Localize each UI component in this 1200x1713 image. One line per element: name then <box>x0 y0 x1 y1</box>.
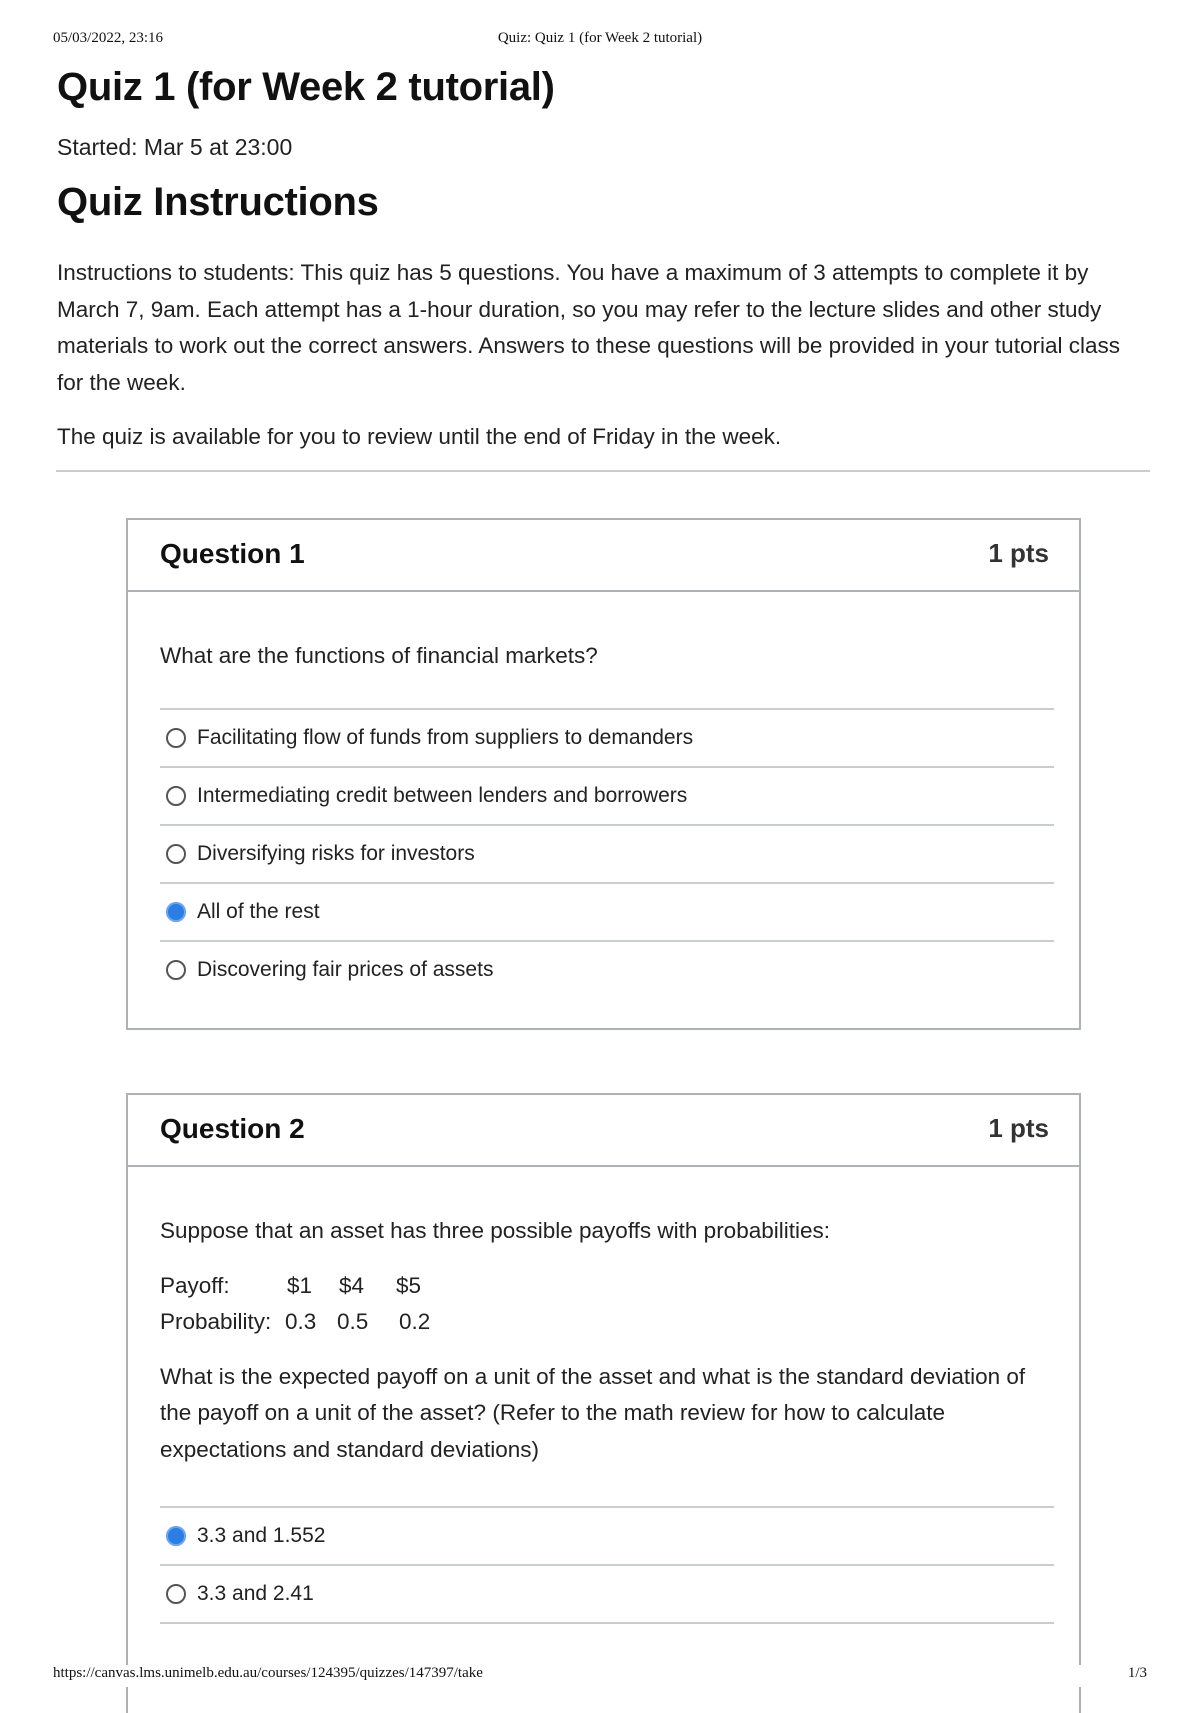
question-text <box>160 1213 1051 1468</box>
page-number: 1/3 <box>1127 1665 1147 1681</box>
divider <box>56 470 1150 472</box>
answer-label: Diversifying risks for investors <box>197 841 475 865</box>
question-header <box>128 520 1079 592</box>
payoff-value: $5 <box>396 1272 422 1298</box>
print-footer <box>53 1665 1147 1687</box>
answer-option[interactable] <box>160 942 1054 998</box>
print-page-title: Quiz: Quiz 1 (for Week 2 tutorial) <box>497 30 703 46</box>
answer-label: Facilitating flow of funds from suppliers to demanders <box>197 725 694 749</box>
question-card-1 <box>126 518 1081 1030</box>
probability-label: Probability: <box>160 1309 272 1334</box>
instructions-heading: Quiz Instructions <box>57 180 379 224</box>
question-text: What are the functions of financial markets? <box>160 643 598 668</box>
print-date: 05/03/2022, 23:16 <box>53 30 164 46</box>
payoff-table <box>160 1268 1051 1341</box>
page-url: https://canvas.lms.unimelb.edu.au/courses/124395/quizzes/147397/take <box>53 1665 483 1681</box>
answer-option[interactable] <box>160 826 1054 884</box>
probability-row <box>160 1304 1051 1341</box>
payoff-row <box>160 1268 1051 1305</box>
probability-value: 0.3 <box>285 1309 317 1334</box>
answer-list <box>160 1506 1054 1624</box>
question-title: Question 2 <box>160 1113 305 1144</box>
answer-label: All of the rest <box>197 899 320 923</box>
answer-option[interactable] <box>160 1566 1054 1624</box>
instructions-paragraph: The quiz is available for you to review until the end of Friday in the week. <box>57 424 782 449</box>
radio-button[interactable] <box>166 844 186 864</box>
question-card-2 <box>126 1093 1081 1713</box>
question-points: 1 pts <box>988 1113 1049 1143</box>
started-time: Started: Mar 5 at 23:00 <box>57 134 293 160</box>
answer-label: 3.3 and 1.552 <box>197 1524 326 1547</box>
radio-button-selected[interactable] <box>166 1526 186 1546</box>
radio-button-selected[interactable] <box>166 902 186 922</box>
probability-value: 0.2 <box>399 1309 431 1334</box>
radio-button[interactable] <box>166 728 186 748</box>
question-intro: Suppose that an asset has three possible payoffs with probabilities: <box>160 1218 831 1243</box>
answer-label: 3.3 and 2.41 <box>197 1582 314 1605</box>
answer-option[interactable] <box>160 768 1054 826</box>
answer-list <box>160 708 1054 998</box>
radio-button[interactable] <box>166 960 186 980</box>
answer-option[interactable] <box>160 884 1054 942</box>
instructions-body <box>57 255 1152 456</box>
question-body <box>128 1167 1079 1654</box>
print-header <box>53 28 1147 50</box>
answer-option[interactable] <box>160 710 1054 768</box>
question-points: 1 pts <box>988 538 1049 568</box>
payoff-value: $1 <box>287 1272 313 1298</box>
probability-value: 0.5 <box>337 1309 369 1334</box>
quiz-content <box>57 64 1157 456</box>
answer-label: Intermediating credit between lenders and borrowers <box>197 783 688 807</box>
question-prompt: What is the expected payoff on a unit of the asset and what is the standard deviation of the payoff on a unit of the asset? (Refer to the math review for how to calculate expectations and standard deviations) <box>160 1363 1026 1462</box>
question-title: Question 1 <box>160 538 305 569</box>
radio-button[interactable] <box>166 786 186 806</box>
answer-label: Discovering fair prices of assets <box>197 957 494 981</box>
question-header <box>128 1095 1079 1167</box>
answer-option[interactable] <box>160 1508 1054 1566</box>
question-body <box>128 592 1079 1028</box>
radio-button[interactable] <box>166 1584 186 1604</box>
payoff-value: $4 <box>339 1272 365 1298</box>
quiz-title: Quiz 1 (for Week 2 tutorial) <box>57 65 555 109</box>
payoff-label: Payoff: <box>160 1272 230 1298</box>
instructions-paragraph: Instructions to students: This quiz has 5 questions. You have a maximum of 3 attempts to complete it by March 7, 9am. Each attempt has a 1-hour duration, so you may refer to the lecture slides and other study materials to work out the correct answers. Answers to these questions will be provided in your tutorial class for the week. <box>57 260 1120 395</box>
